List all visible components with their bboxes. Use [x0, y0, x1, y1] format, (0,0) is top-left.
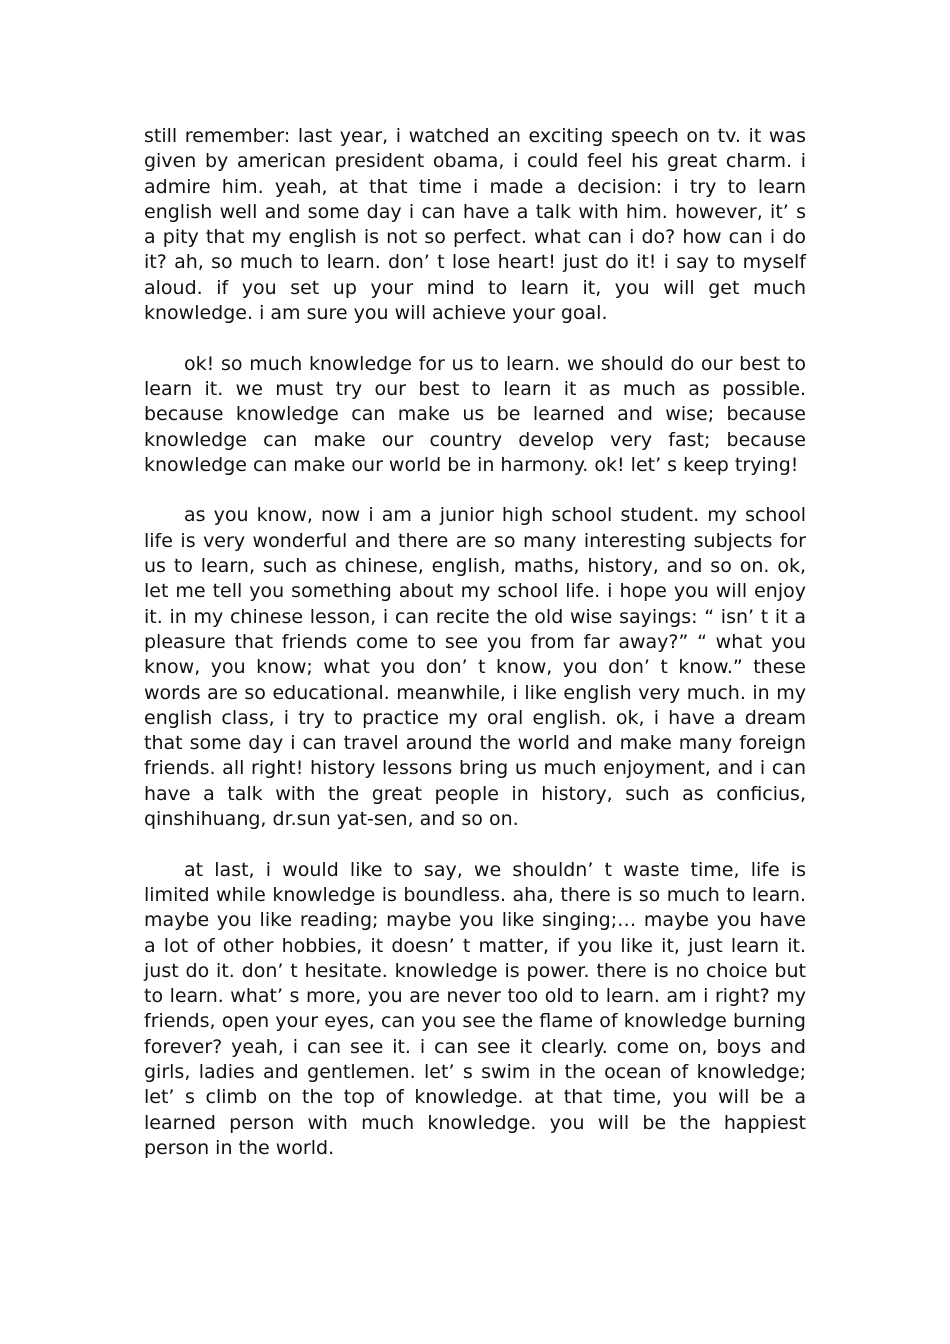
- paragraph-4: at last, i would like to say, we shouldn’ t waste time, life is limited while knowledge is boundless. aha, there is so much to learn. maybe you like reading; maybe you like singing;… maybe you have a lot of other hobbies, it doesn’ t matter, if you like it, just learn it. just do it. don’ t hesitate. knowledge is power. there is no choice but to learn. what’ s more, you are never too old to learn. am i right? my friends, open your eyes, can you see the flame of knowledge burning forever? yeah, i can see it. i can see it clearly. come on, boys and girls, ladies and gentlemen. let’ s swim in the ocean of knowledge; let’ s climb on the top of knowledge. at that time, you will be a learned person with much knowledge. you will be the happiest person in the world.: [144, 858, 806, 1159]
- paragraph-1: still remember: last year, i watched an exciting speech on tv. it was given by american president obama, i could feel his great charm. i admire him. yeah, at that time i made a decision: i try to learn english well and some day i can have a talk with him. however, it’ s a pity that my english is not so perfect. what can i do? how can i do it? ah, so much to learn. don’ t lose heart! just do it! i say to myself aloud. if you set up your mind to learn it, you will get much knowledge. i am sure you will achieve your goal.: [144, 125, 806, 325]
- paragraph-2: ok! so much knowledge for us to learn. we should do our best to learn it. we must try our best to learn it as much as possible. because knowledge can make us be learned and wise; because knowledge can make our country develop very fast; because knowledge can make our world be in harmony. ok! let’ s keep trying!: [144, 352, 806, 476]
- paragraph-3: as you know, now i am a junior high school student. my school life is very wonderful and there are so many interesting subjects for us to learn, such as chinese, english, maths, history, and so on. ok, let me tell you something about my school life. i hope you will enjoy it. in my chinese lesson, i can recite the old wise sayings: “ isn’ t it a pleasure that friends come to see you from far away?” “ what you know, you know; what you don’ t know, you don’ t know.” these words are so educational. meanwhile, i like english very much. in my english class, i try to practice my oral english. ok, i have a dream that some day i can travel around the world and make many foreign friends. all right! history lessons bring us much enjoyment, and i can have a talk with the great people in history, such as conficius, qinshihuang, dr.sun yat-sen, and so on.: [144, 504, 806, 831]
- document-body: [144, 124, 806, 1161]
